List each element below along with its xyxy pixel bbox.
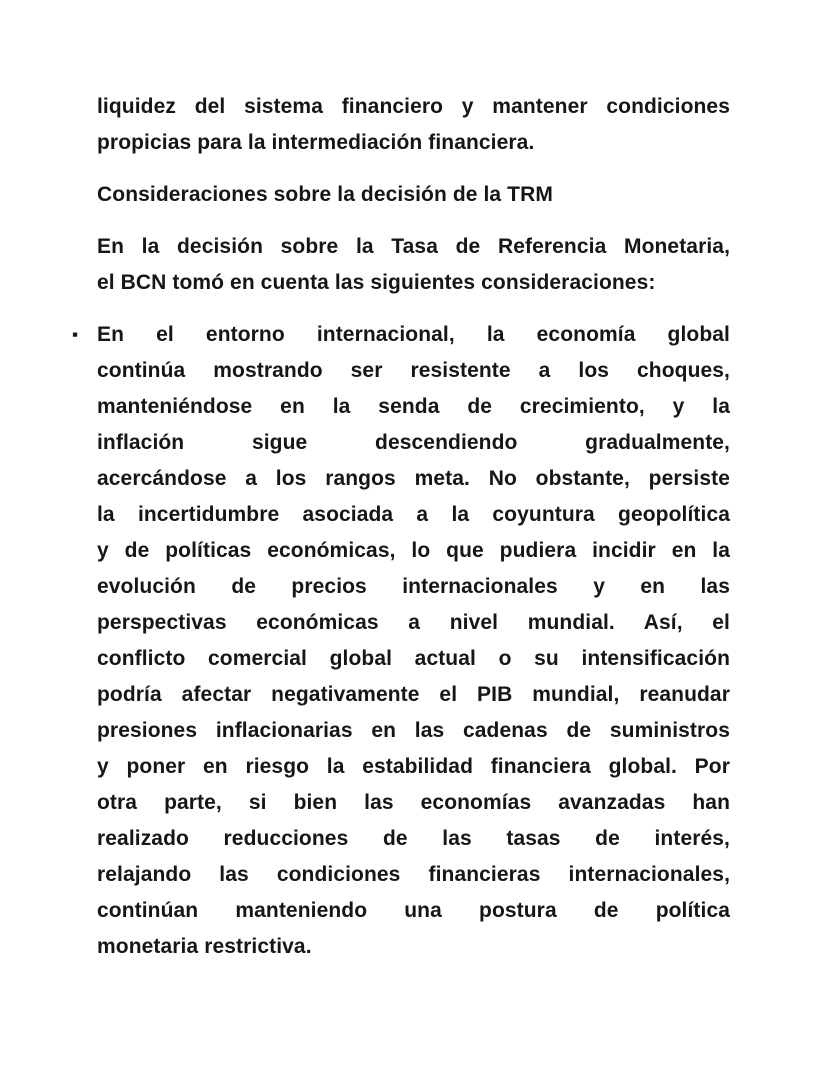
body-line: En la decisión sobre la Tasa de Referencia Monetaria, [97, 235, 730, 258]
body-line: evolución de precios internacionales y en las [97, 575, 730, 598]
paragraph-decision [97, 229, 730, 301]
body-line: inflación sigue descendiendo gradualmente, [97, 431, 730, 454]
paragraph-liquidity [97, 89, 730, 161]
body-line: perspectivas económicas a nivel mundial. Así, el [97, 611, 730, 634]
body-line: acercándose a los rangos meta. No obstante, persiste [97, 467, 730, 490]
body-line: el BCN tomó en cuenta las siguientes consideraciones: [97, 271, 656, 294]
section-heading-trm: Consideraciones sobre la decisión de la TRM [97, 183, 553, 206]
body-line: relajando las condiciones financieras internacionales, [97, 863, 730, 886]
bullet-square-icon: ▪ [72, 325, 79, 344]
body-line: otra parte, si bien las economías avanzadas han [97, 791, 730, 814]
document-content [72, 89, 730, 965]
bullet-item [72, 317, 730, 965]
body-line: podría afectar negativamente el PIB mundial, reanudar [97, 683, 730, 706]
body-line: continúa mostrando ser resistente a los choques, [97, 359, 730, 382]
body-line: liquidez del sistema financiero y mantener condiciones [97, 95, 730, 118]
body-line: monetaria restrictiva. [97, 935, 312, 958]
body-line: y poner en riesgo la estabilidad financiera global. Por [97, 755, 730, 778]
body-line: En el entorno internacional, la economía global [97, 323, 730, 346]
body-line: presiones inflacionarias en las cadenas de suministros [97, 719, 730, 742]
body-line: la incertidumbre asociada a la coyuntura geopolítica [97, 503, 730, 526]
body-line: continúan manteniendo una postura de política [97, 899, 730, 922]
body-line: propicias para la intermediación financiera. [97, 131, 535, 154]
body-line: y de políticas económicas, lo que pudiera incidir en la [97, 539, 730, 562]
body-line: conflicto comercial global actual o su intensificación [97, 647, 730, 670]
body-line: realizado reducciones de las tasas de interés, [97, 827, 730, 850]
bullet-paragraph [97, 317, 730, 965]
body-line: manteniéndose en la senda de crecimiento, y la [97, 395, 730, 418]
